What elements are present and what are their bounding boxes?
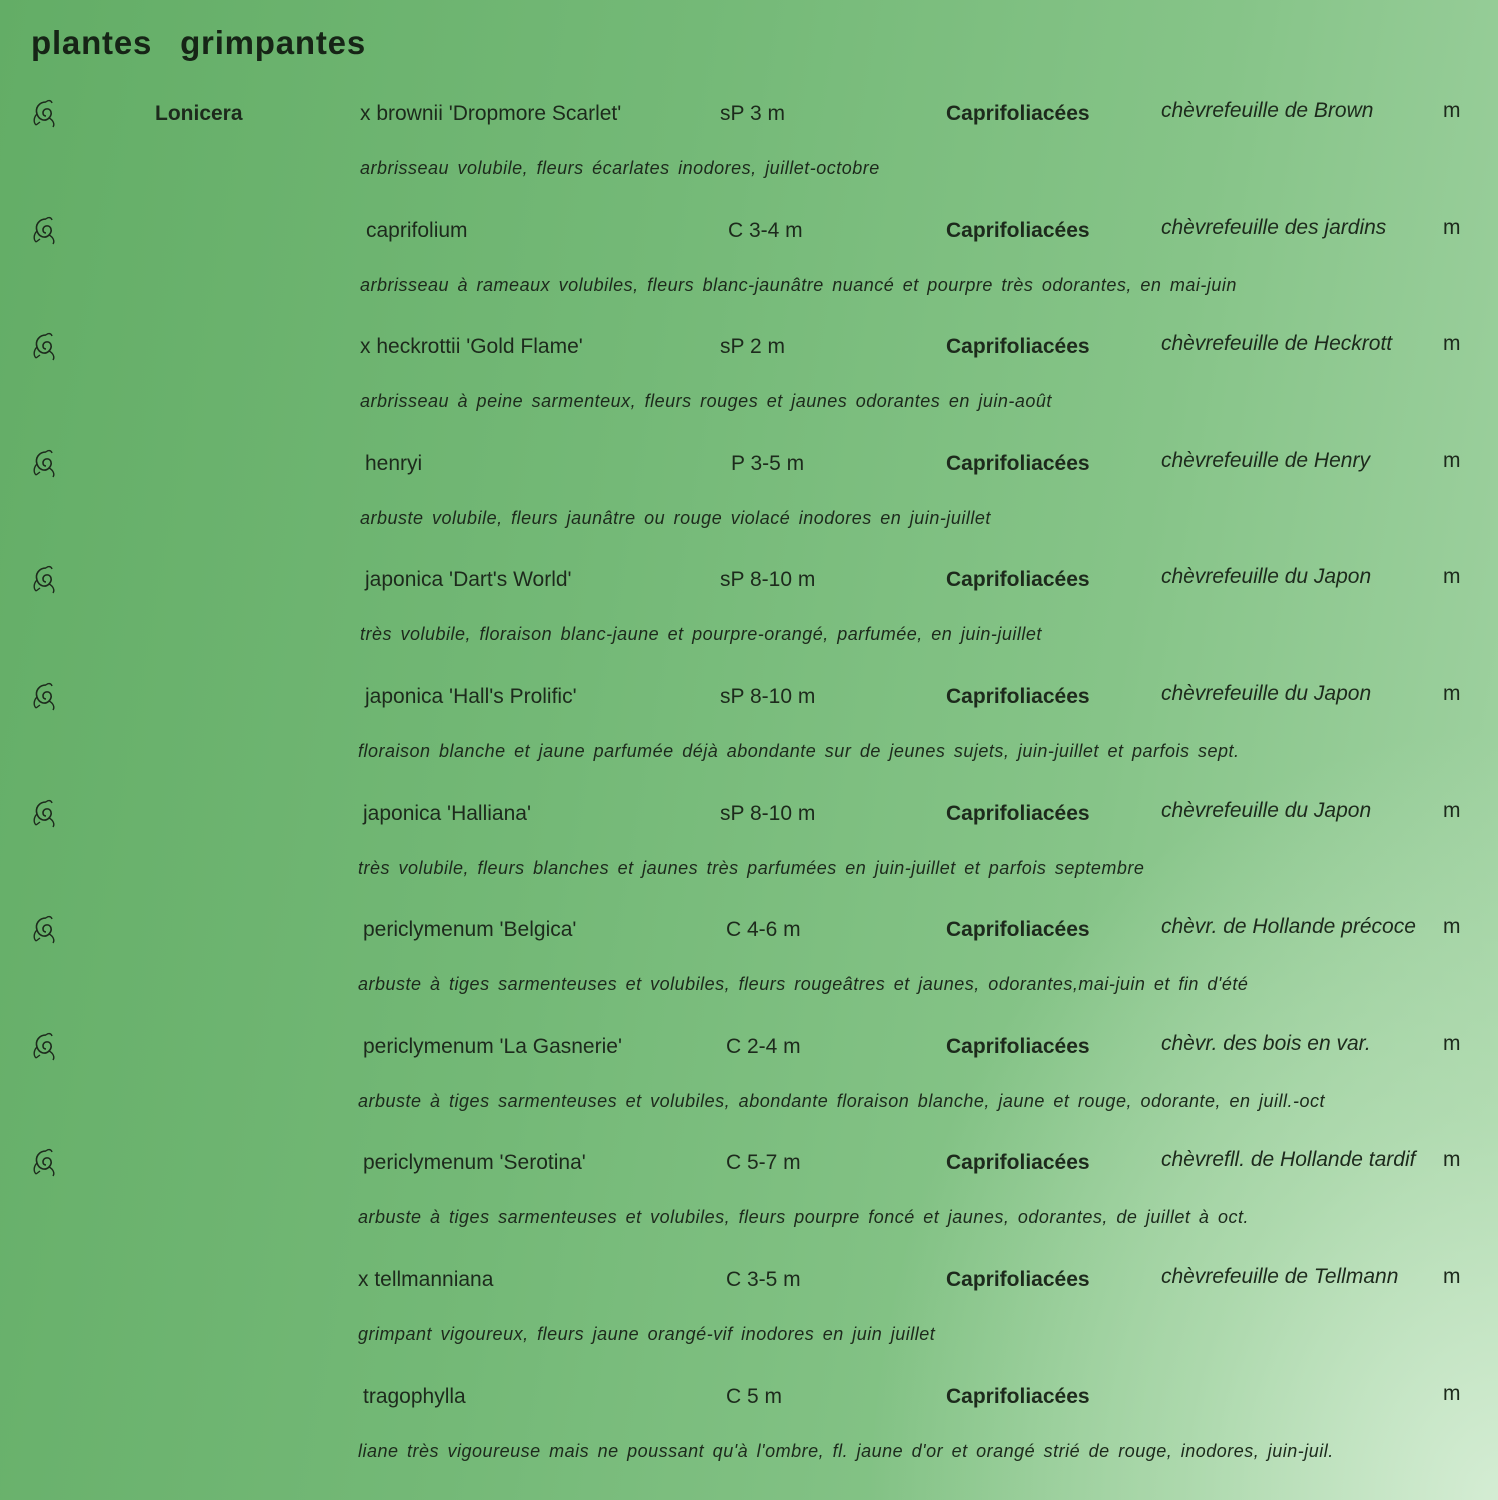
common-name: chèvrefeuille de Tellmann bbox=[1161, 1264, 1399, 1288]
description: très volubile, floraison blanc-jaune et pourpre-orangé, parfumée, en juin-juillet bbox=[360, 624, 1042, 645]
common-name: chèvrefeuille du Japon bbox=[1161, 565, 1372, 589]
species-name: caprifolium bbox=[366, 218, 468, 242]
flag-code: m bbox=[1443, 1031, 1461, 1055]
flag-code: m bbox=[1443, 448, 1461, 472]
climbing-plant-icon bbox=[31, 914, 61, 946]
common-name: chèvrefll. de Hollande tardif bbox=[1161, 1148, 1416, 1172]
common-name: chèvrefeuille des jardins bbox=[1161, 215, 1387, 239]
species-name: x heckrottii 'Gold Flame' bbox=[360, 335, 583, 359]
common-name: chèvrefeuille de Heckrott bbox=[1161, 332, 1393, 356]
flag-code: m bbox=[1443, 215, 1461, 239]
common-name: chèvrefeuille de Brown bbox=[1161, 99, 1374, 122]
plant-entry bbox=[0, 1377, 1498, 1494]
species-name: japonica 'Hall's Prolific' bbox=[365, 684, 577, 708]
description: arbuste volubile, fleurs jaunâtre ou rouge violacé inodores en juin-juillet bbox=[360, 507, 991, 528]
size-info: sP 8-10 m bbox=[720, 801, 816, 825]
family-name: Caprifoliacées bbox=[946, 568, 1090, 592]
plant-entry bbox=[0, 1143, 1498, 1260]
size-info: C 3-5 m bbox=[726, 1267, 801, 1291]
size-info: C 3-4 m bbox=[728, 218, 803, 242]
description: arbrisseau à rameaux volubiles, fleurs blanc-jaunâtre nuancé et pourpre très odorantes, en mai-juin bbox=[360, 274, 1237, 295]
description: très volubile, fleurs blanches et jaunes très parfumées en juin-juillet et parfois septembre bbox=[358, 857, 1145, 878]
description: arbuste à tiges sarmenteuses et volubiles, fleurs pourpre foncé et jaunes, odorantes, de juillet à oct. bbox=[358, 1207, 1249, 1228]
flag-code: m bbox=[1443, 681, 1461, 705]
plant-entry bbox=[0, 794, 1498, 911]
common-name: chèvrefeuille de Henry bbox=[1161, 448, 1370, 472]
size-info: sP 8-10 m bbox=[720, 684, 816, 708]
flag-code: m bbox=[1443, 1148, 1461, 1172]
description: liane très vigoureuse mais ne poussant qu'à l'ombre, fl. jaune d'or et orangé strié de rouge, inodores, juin-juil. bbox=[358, 1440, 1334, 1461]
species-name: japonica 'Dart's World' bbox=[365, 568, 572, 592]
plant-list bbox=[0, 94, 1498, 1493]
climbing-plant-icon bbox=[31, 215, 61, 247]
plant-entry bbox=[0, 677, 1498, 794]
species-name: japonica 'Halliana' bbox=[363, 801, 531, 825]
plant-entry bbox=[0, 211, 1498, 328]
plant-entry bbox=[0, 327, 1498, 444]
description: arbrisseau à peine sarmenteux, fleurs rouges et jaunes odorantes en juin-août bbox=[360, 391, 1052, 412]
family-name: Caprifoliacées bbox=[946, 918, 1090, 942]
genus: Lonicera bbox=[155, 102, 243, 125]
plant-entry bbox=[0, 444, 1498, 561]
common-name: chèvrefeuille du Japon bbox=[1161, 798, 1372, 822]
flag-code: m bbox=[1443, 1381, 1461, 1405]
common-name: chèvr. des bois en var. bbox=[1161, 1031, 1371, 1055]
plant-entry bbox=[0, 910, 1498, 1027]
plant-entry bbox=[0, 1027, 1498, 1144]
species-name: henryi bbox=[365, 451, 423, 475]
plant-entry bbox=[0, 1260, 1498, 1377]
family-name: Caprifoliacées bbox=[946, 684, 1090, 708]
family-name: Caprifoliacées bbox=[946, 1267, 1090, 1291]
flag-code: m bbox=[1443, 798, 1461, 822]
page-title: plantes grimpantes bbox=[31, 24, 366, 61]
size-info: sP 8-10 m bbox=[720, 568, 816, 592]
species-name: periclymenum 'Belgica' bbox=[363, 918, 577, 942]
flag-code: m bbox=[1443, 99, 1461, 122]
flag-code: m bbox=[1443, 332, 1461, 356]
plant-entry bbox=[0, 560, 1498, 677]
climbing-plant-icon bbox=[31, 564, 61, 596]
description: arbuste à tiges sarmenteuses et volubiles, abondante floraison blanche, jaune et rouge, odorante, en juill.-oct bbox=[358, 1090, 1326, 1111]
family-name: Caprifoliacées bbox=[946, 1151, 1090, 1175]
climbing-plant-icon bbox=[31, 1147, 61, 1179]
size-info: C 4-6 m bbox=[726, 918, 801, 942]
species-name: periclymenum 'La Gasnerie' bbox=[363, 1034, 622, 1058]
climbing-plant-icon bbox=[31, 448, 61, 480]
flag-code: m bbox=[1443, 915, 1461, 939]
size-info: C 5-7 m bbox=[726, 1151, 801, 1175]
family-name: Caprifoliacées bbox=[946, 801, 1090, 825]
plant-entry bbox=[0, 94, 1498, 211]
family-name: Caprifoliacées bbox=[946, 335, 1090, 359]
species-name: x tellmanniana bbox=[358, 1267, 494, 1291]
climbing-plant-icon bbox=[31, 681, 61, 713]
climbing-plant-icon bbox=[31, 98, 61, 130]
description: floraison blanche et jaune parfumée déjà abondante sur de jeunes sujets, juin-juillet et parfois sept. bbox=[358, 740, 1240, 761]
flag-code: m bbox=[1443, 1264, 1461, 1288]
family-name: Caprifoliacées bbox=[946, 102, 1090, 125]
climbing-plant-icon bbox=[31, 1031, 61, 1063]
family-name: Caprifoliacées bbox=[946, 451, 1090, 475]
climbing-plant-icon bbox=[31, 331, 61, 363]
size-info: C 5 m bbox=[726, 1384, 783, 1408]
common-name: chèvr. de Hollande précoce bbox=[1161, 915, 1416, 939]
description: grimpant vigoureux, fleurs jaune orangé-vif inodores en juin juillet bbox=[358, 1323, 936, 1344]
description: arbrisseau volubile, fleurs écarlates inodores, juillet-octobre bbox=[360, 158, 880, 178]
family-name: Caprifoliacées bbox=[946, 1384, 1090, 1408]
size-info: P 3-5 m bbox=[731, 451, 805, 475]
family-name: Caprifoliacées bbox=[946, 218, 1090, 242]
common-name: chèvrefeuille du Japon bbox=[1161, 681, 1372, 705]
species-name: tragophylla bbox=[363, 1384, 466, 1408]
flag-code: m bbox=[1443, 565, 1461, 589]
species-name: x brownii 'Dropmore Scarlet' bbox=[360, 102, 622, 125]
species-name: periclymenum 'Serotina' bbox=[363, 1151, 586, 1175]
description: arbuste à tiges sarmenteuses et volubiles, fleurs rougeâtres et jaunes, odorantes,mai-juin et fin d'été bbox=[358, 974, 1249, 995]
size-info: sP 2 m bbox=[720, 335, 785, 359]
climbing-plant-icon bbox=[31, 798, 61, 830]
family-name: Caprifoliacées bbox=[946, 1034, 1090, 1058]
size-info: sP 3 m bbox=[720, 102, 785, 125]
size-info: C 2-4 m bbox=[726, 1034, 801, 1058]
